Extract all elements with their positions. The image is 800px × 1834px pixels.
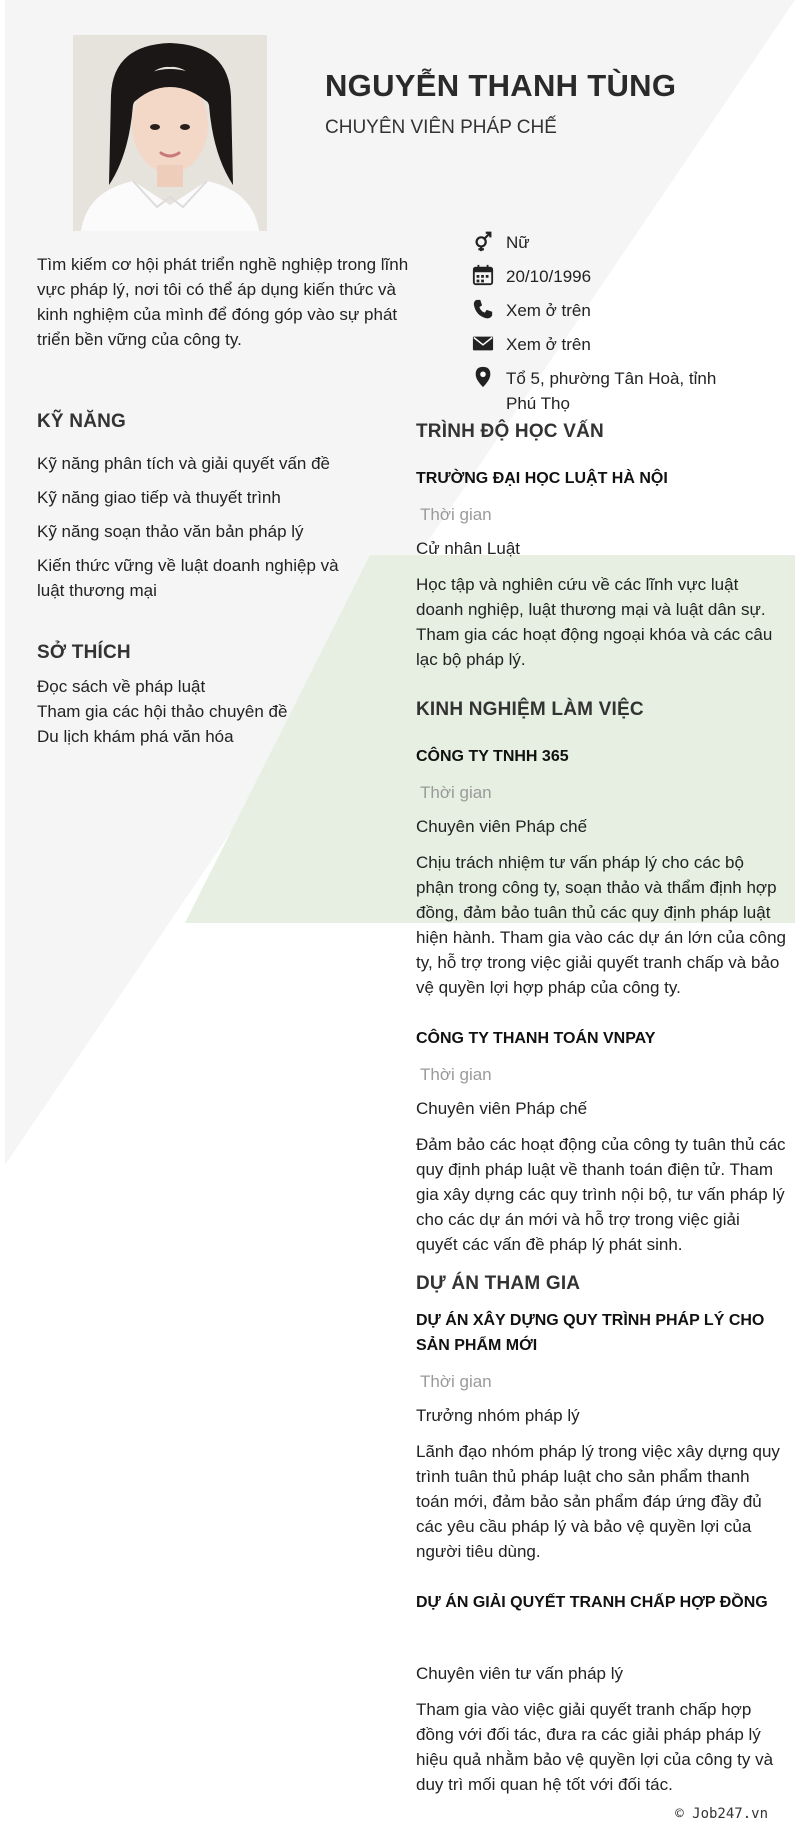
project-description: Tham gia vào việc giải quyết tranh chấp hợp đồng với đối tác, đưa ra các giải pháp pháp lý hiệu quả nhằm bảo vệ quyền lợi của công ty và duy trì mối quan hệ tốt với đối tác. xyxy=(416,1700,774,1794)
school-name: TRƯỜNG ĐẠI HỌC LUẬT HÀ NỘI xyxy=(416,470,668,487)
avatar xyxy=(73,35,267,231)
job-description: Chịu trách nhiệm tư vấn pháp lý cho các bộ phận trong công ty, soạn thảo và thẩm định hợp đồng, đảm bảo tuân thủ các quy định pháp luật hiện hành. Tham gia vào các dự án lớn của công ty, hỗ trợ trong việc giải quyết tranh chấp và bảo vệ quyền lợi hợp pháp của công ty. xyxy=(416,853,787,997)
phone-value: Xem ở trên xyxy=(506,301,591,320)
career-objective: Tìm kiếm cơ hội phát triển nghề nghiệp trong lĩnh vực pháp lý, nơi tôi có thể áp dụng kiến thức và kinh nghiệm của mình để đóng góp vào sự phát triển bền vững của công ty. xyxy=(37,255,409,349)
project-role: Chuyên viên tư vấn pháp lý xyxy=(416,1664,624,1683)
job-position: Chuyên viên Pháp chế xyxy=(416,817,588,836)
skills-heading: KỸ NĂNG xyxy=(37,411,127,432)
address-value: Tổ 5, phường Tân Hoà, tỉnh Phú Thọ xyxy=(506,369,717,413)
birthday-value: 20/10/1996 xyxy=(506,267,592,286)
contact-email xyxy=(472,332,772,357)
job-time: Thời gian xyxy=(420,783,492,802)
projects-heading: DỰ ÁN THAM GIA xyxy=(416,1273,581,1294)
location-pin-icon xyxy=(472,366,494,388)
footer-copyright: © Job247.vn xyxy=(675,1806,768,1822)
job-time: Thời gian xyxy=(420,1065,492,1084)
contact-phone xyxy=(472,298,772,323)
hobbies-list xyxy=(37,674,357,749)
skill-item: Kiến thức vững về luật doanh nghiệp và luật thương mại xyxy=(37,556,339,600)
candidate-name: NGUYỄN THANH TÙNG xyxy=(325,68,677,103)
skill-item: Kỹ năng soạn thảo văn bản pháp lý xyxy=(37,522,304,541)
company-name: CÔNG TY THANH TOÁN VNPAY xyxy=(416,1030,656,1047)
project-description: Lãnh đạo nhóm pháp lý trong việc xây dựng quy trình tuân thủ pháp luật cho sản phẩm thanh toán mới, đảm bảo sản phẩm đáp ứng đầy đủ các yêu cầu pháp lý và bảo vệ quyền lợi của người tiêu dùng. xyxy=(416,1442,780,1561)
skill-item: Kỹ năng giao tiếp và thuyết trình xyxy=(37,488,281,507)
job-title: CHUYÊN VIÊN PHÁP CHẾ xyxy=(325,117,557,138)
project-name: DỰ ÁN GIẢI QUYẾT TRANH CHẤP HỢP ĐỒNG xyxy=(416,1594,768,1611)
gender-icon xyxy=(472,230,494,252)
hobbies-heading: SỞ THÍCH xyxy=(37,642,131,663)
email-value: Xem ở trên xyxy=(506,335,591,354)
experience-heading: KINH NGHIỆM LÀM VIỆC xyxy=(416,699,644,720)
project-time: Thời gian xyxy=(420,1372,492,1391)
job-position: Chuyên viên Pháp chế xyxy=(416,1099,588,1118)
calendar-icon xyxy=(472,264,494,286)
hobby-item: Du lịch khám phá văn hóa xyxy=(37,727,234,746)
contact-address xyxy=(472,366,772,416)
phone-icon xyxy=(472,298,494,320)
company-name: CÔNG TY TNHH 365 xyxy=(416,748,569,765)
contact-birthday xyxy=(472,264,772,289)
education-description: Học tập và nghiên cứu về các lĩnh vực luật doanh nghiệp, luật thương mại và luật dân sự. Tham gia các hoạt động ngoại khóa và các câu lạc bộ pháp lý. xyxy=(416,575,773,669)
education-heading: TRÌNH ĐỘ HỌC VẤN xyxy=(416,421,604,442)
hobby-item: Đọc sách về pháp luật xyxy=(37,677,206,696)
contact-gender xyxy=(472,230,772,255)
hobby-item: Tham gia các hội thảo chuyên đề xyxy=(37,702,288,721)
gender-value: Nữ xyxy=(506,233,530,252)
envelope-icon xyxy=(472,332,494,354)
skills-list xyxy=(37,451,357,603)
project-name: DỰ ÁN XÂY DỰNG QUY TRÌNH PHÁP LÝ CHO SẢN PHẨM MỚI xyxy=(416,1312,765,1354)
contact-info xyxy=(472,230,772,425)
skill-item: Kỹ năng phân tích và giải quyết vấn đề xyxy=(37,454,330,473)
education-time: Thời gian xyxy=(420,505,492,524)
job-description: Đảm bảo các hoạt động của công ty tuân thủ các quy định pháp luật về thanh toán điện tử. Tham gia xây dựng các quy trình nội bộ, tư vấn pháp lý cho các dự án mới và hỗ trợ trong việc giải quyết các vấn đề pháp lý phát sinh. xyxy=(416,1135,786,1254)
project-role: Trưởng nhóm pháp lý xyxy=(416,1406,580,1425)
degree: Cử nhân Luật xyxy=(416,539,521,558)
